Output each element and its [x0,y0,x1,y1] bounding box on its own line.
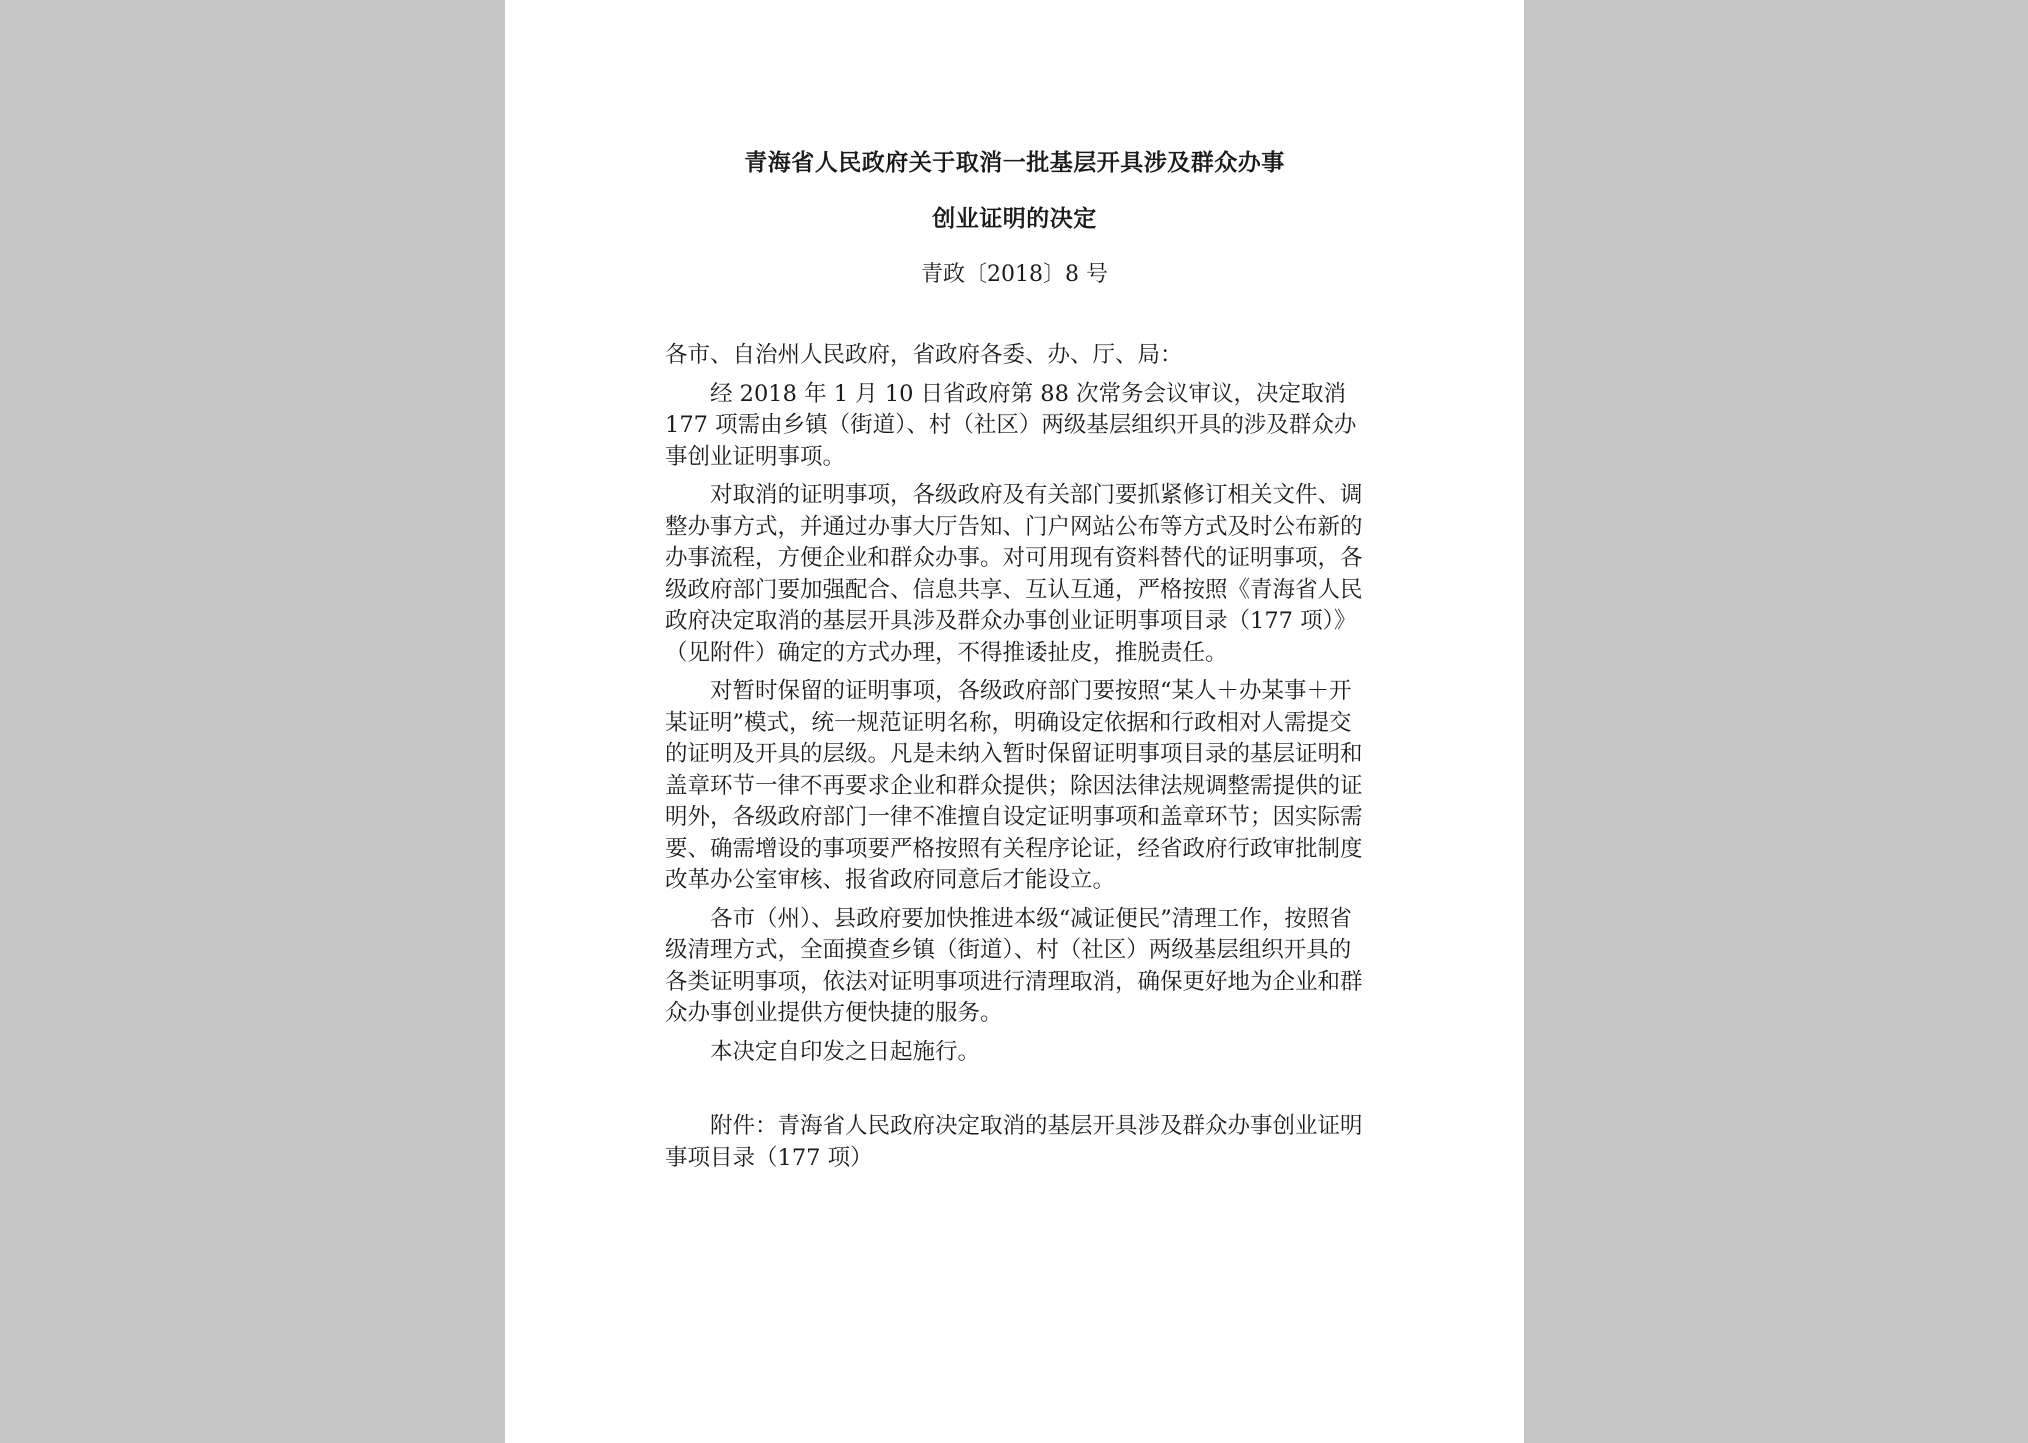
document-title-line-2: 创业证明的决定 [932,205,1097,232]
document-title-line-1: 青海省人民政府关于取消一批基层开具涉及群众办事 [744,149,1285,176]
document-page [505,0,1524,1443]
salutation: 各市、自治州人民政府，省政府各委、办、厅、局： [665,342,1183,368]
paragraph-5: 本决定自印发之日起施行。 [710,1038,981,1065]
document-number: 青政〔2018〕8 号 [921,262,1108,287]
attachment-note: 附件：青海省人民政府决定取消的基层开具涉及群众办事创业证明事项目录（177 项） [665,1113,1363,1171]
paragraph-2: 对取消的证明事项，各级政府及有关部门要抓紧修订相关文件、调整办事方式，并通过办事大厅告知、门户网站公布等方式及时公布新的办事流程，方便企业和群众办事。对可用现有资料替代的证明事项，各级政府部门要加强配合、信息共享、互认互通，严格按照《青海省人民政府决定取消的基层开具涉及群众办事创业证明事项目录（177 项）》（见附件）确定的方式办理，不得推诿扯皮，推脱责任。 [665,482,1363,666]
paragraph-3: 对暂时保留的证明事项，各级政府部门要按照“某人＋办某事＋开某证明”模式，统一规范证明名称，明确设定依据和行政相对人需提交的证明及开具的层级。凡是未纳入暂时保留证明事项目录的基层证明和盖章环节一律不再要求企业和群众提供；除因法律法规调整需提供的证明外，各级政府部门一律不准擅自设定证明事项和盖章环节；因实际需要、确需增设的事项要严格按照有关程序论证，经省政府行政审批制度改革办公室审核、报省政府同意后才能设立。 [665,678,1363,893]
paragraph-4: 各市（州）、县政府要加快推进本级“减证便民”清理工作，按照省级清理方式，全面摸查乡镇（街道）、村（社区）两级基层组织开具的各类证明事项，依法对证明事项进行清理取消，确保更好地为企业和群众办事创业提供方便快捷的服务。 [665,905,1363,1026]
document-body [665,340,1365,1181]
paragraph-1: 经 2018 年 1 月 10 日省政府第 88 次常务会议审议，决定取消 177 项需由乡镇（街道）、村（社区）两级基层组织开具的涉及群众办事创业证明事项。 [665,380,1357,470]
